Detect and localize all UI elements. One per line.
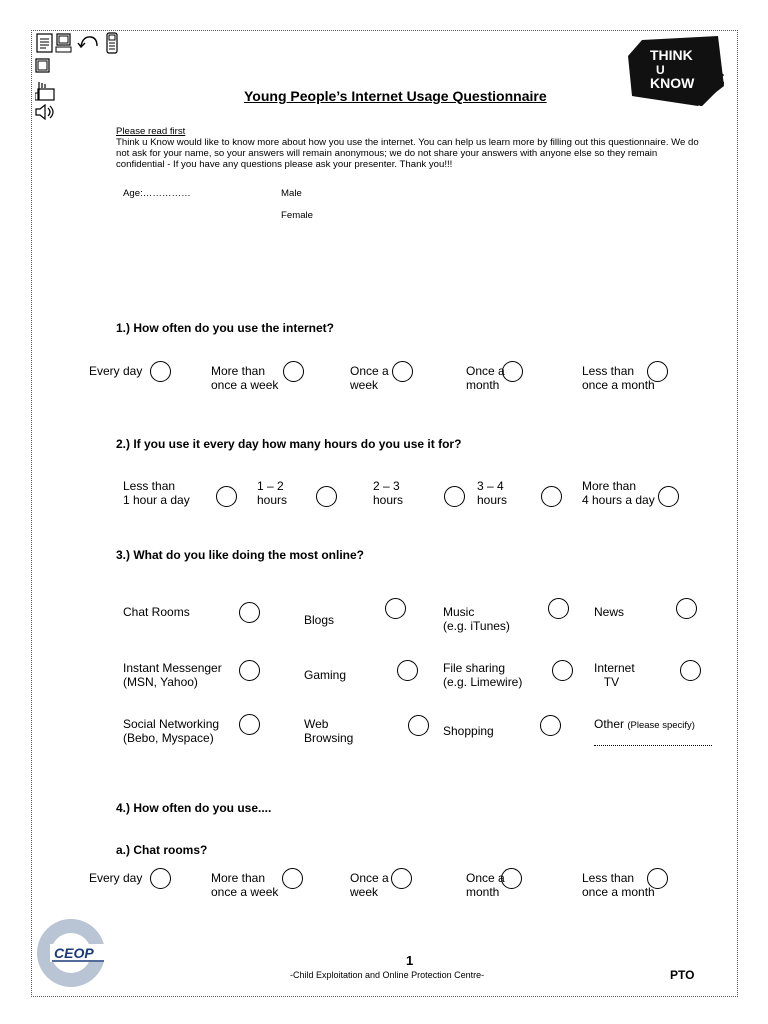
logo-u-text: U (656, 63, 665, 77)
q3-option-label: Blogs (304, 613, 335, 627)
q2-radio-1-2h[interactable] (316, 486, 337, 507)
q2-radio-2-3h[interactable] (444, 486, 465, 507)
q2-option-label: 2 – 3 hours (373, 479, 404, 507)
q4a-option-label: More than once a week (211, 871, 279, 899)
q2-radio-3-4h[interactable] (541, 486, 562, 507)
page-number: 1 (406, 953, 414, 968)
pto-label: PTO (670, 968, 695, 982)
q4a-radio-less-than-monthly[interactable] (647, 868, 668, 889)
logo-think-text: THINK (650, 47, 693, 63)
q3-radio-web-browsing[interactable] (408, 715, 429, 736)
q4a-radio-once-month[interactable] (501, 868, 522, 889)
q3-other-option (594, 717, 695, 733)
q1-radio-once-week[interactable] (392, 361, 413, 382)
page-title: Young People’s Internet Usage Questionnaire (244, 88, 547, 104)
q2-option-label: 1 – 2 hours (257, 479, 288, 507)
q3-radio-blogs[interactable] (385, 598, 406, 619)
q3-option-label: Gaming (304, 668, 347, 682)
q4a-option-label: Every day (89, 871, 143, 885)
q4a-option-label: Once a week (350, 871, 389, 899)
question-2: 2.) If you use it every day how many hours do you use it for? (116, 437, 462, 451)
q3-radio-instant-messenger[interactable] (239, 660, 260, 681)
q2-option-label: Less than 1 hour a day (123, 479, 190, 507)
q2-option-label: More than 4 hours a day (582, 479, 655, 507)
intro-heading: Please read first (116, 126, 186, 137)
q1-option-label: More than once a week (211, 364, 279, 392)
q1-radio-every-day[interactable] (150, 361, 171, 382)
q3-other-note: (Please specify) (627, 720, 695, 731)
question-3: 3.) What do you like doing the most online? (116, 548, 364, 562)
q1-option-label: Every day (89, 364, 143, 378)
question-4a: a.) Chat rooms? (116, 843, 208, 857)
question-1: 1.) How often do you use the internet? (116, 321, 335, 335)
age-field[interactable]: Age:…………… (123, 188, 191, 199)
computer-icon[interactable] (55, 33, 73, 53)
q3-radio-social-networking[interactable] (239, 714, 260, 735)
q1-option-label: Once a week (350, 364, 389, 392)
q2-radio-more-4h[interactable] (658, 486, 679, 507)
q3-option-label: Chat Rooms (123, 605, 190, 619)
intro-body: Think u Know would like to know more about how you use the internet. You can help us learn more by filling out this questionnaire. We do not ask for your name, so your answers will remain anonymous; we do not share your answers with anyone else so they remain confidential - If you have any questions please ask your presenter. Thank you!!! (116, 137, 699, 170)
q3-option-label: Social Networking (Bebo, Myspace) (123, 717, 220, 745)
q3-radio-chat-rooms[interactable] (239, 602, 260, 623)
footer-org: -Child Exploitation and Online Protection Centre- (290, 970, 485, 980)
ceop-logo (36, 918, 106, 988)
q3-option-label: Shopping (443, 724, 494, 738)
q2-radio-less-1h[interactable] (216, 486, 237, 507)
ceop-logo-text: CEOP (54, 945, 94, 961)
document-icon[interactable] (36, 33, 54, 53)
q3-radio-shopping[interactable] (540, 715, 561, 736)
q4a-option-label: Once a month (466, 871, 505, 899)
q3-option-label: News (594, 605, 625, 619)
undo-arrow-icon[interactable] (77, 34, 99, 50)
phone-icon[interactable] (105, 32, 119, 54)
q3-option-label: Web Browsing (304, 717, 354, 745)
speaker-icon[interactable] (35, 104, 57, 120)
think-u-know-logo (628, 36, 724, 106)
q3-other-specify-field[interactable] (594, 745, 712, 746)
q3-option-label: Music (e.g. iTunes) (443, 605, 510, 633)
q4a-radio-more-than-weekly[interactable] (282, 868, 303, 889)
q3-option-label: Instant Messenger (MSN, Yahoo) (123, 661, 222, 689)
q1-option-label: Less than once a month (582, 364, 655, 392)
q4a-option-label: Less than once a month (582, 871, 655, 899)
q3-option-label: Internet TV (594, 661, 635, 689)
question-4: 4.) How often do you use.... (116, 801, 272, 815)
hand-icon[interactable] (35, 79, 57, 101)
q1-radio-more-than-weekly[interactable] (283, 361, 304, 382)
q3-other-label: Other (594, 717, 625, 731)
male-option[interactable]: Male (281, 188, 302, 199)
q3-radio-file-sharing[interactable] (552, 660, 573, 681)
q1-option-label: Once a month (466, 364, 505, 392)
q3-radio-gaming[interactable] (397, 660, 418, 681)
q3-radio-internet-tv[interactable] (680, 660, 701, 681)
female-option[interactable]: Female (281, 210, 313, 221)
q1-radio-less-than-monthly[interactable] (647, 361, 668, 382)
square-icon[interactable] (35, 58, 51, 74)
q4a-radio-every-day[interactable] (150, 868, 171, 889)
q1-radio-once-month[interactable] (502, 361, 523, 382)
q2-option-label: 3 – 4 hours (477, 479, 508, 507)
q3-radio-music[interactable] (548, 598, 569, 619)
q3-radio-news[interactable] (676, 598, 697, 619)
q3-option-label: File sharing (e.g. Limewire) (443, 661, 523, 689)
logo-know-text: KNOW (650, 75, 695, 91)
q4a-radio-once-week[interactable] (391, 868, 412, 889)
